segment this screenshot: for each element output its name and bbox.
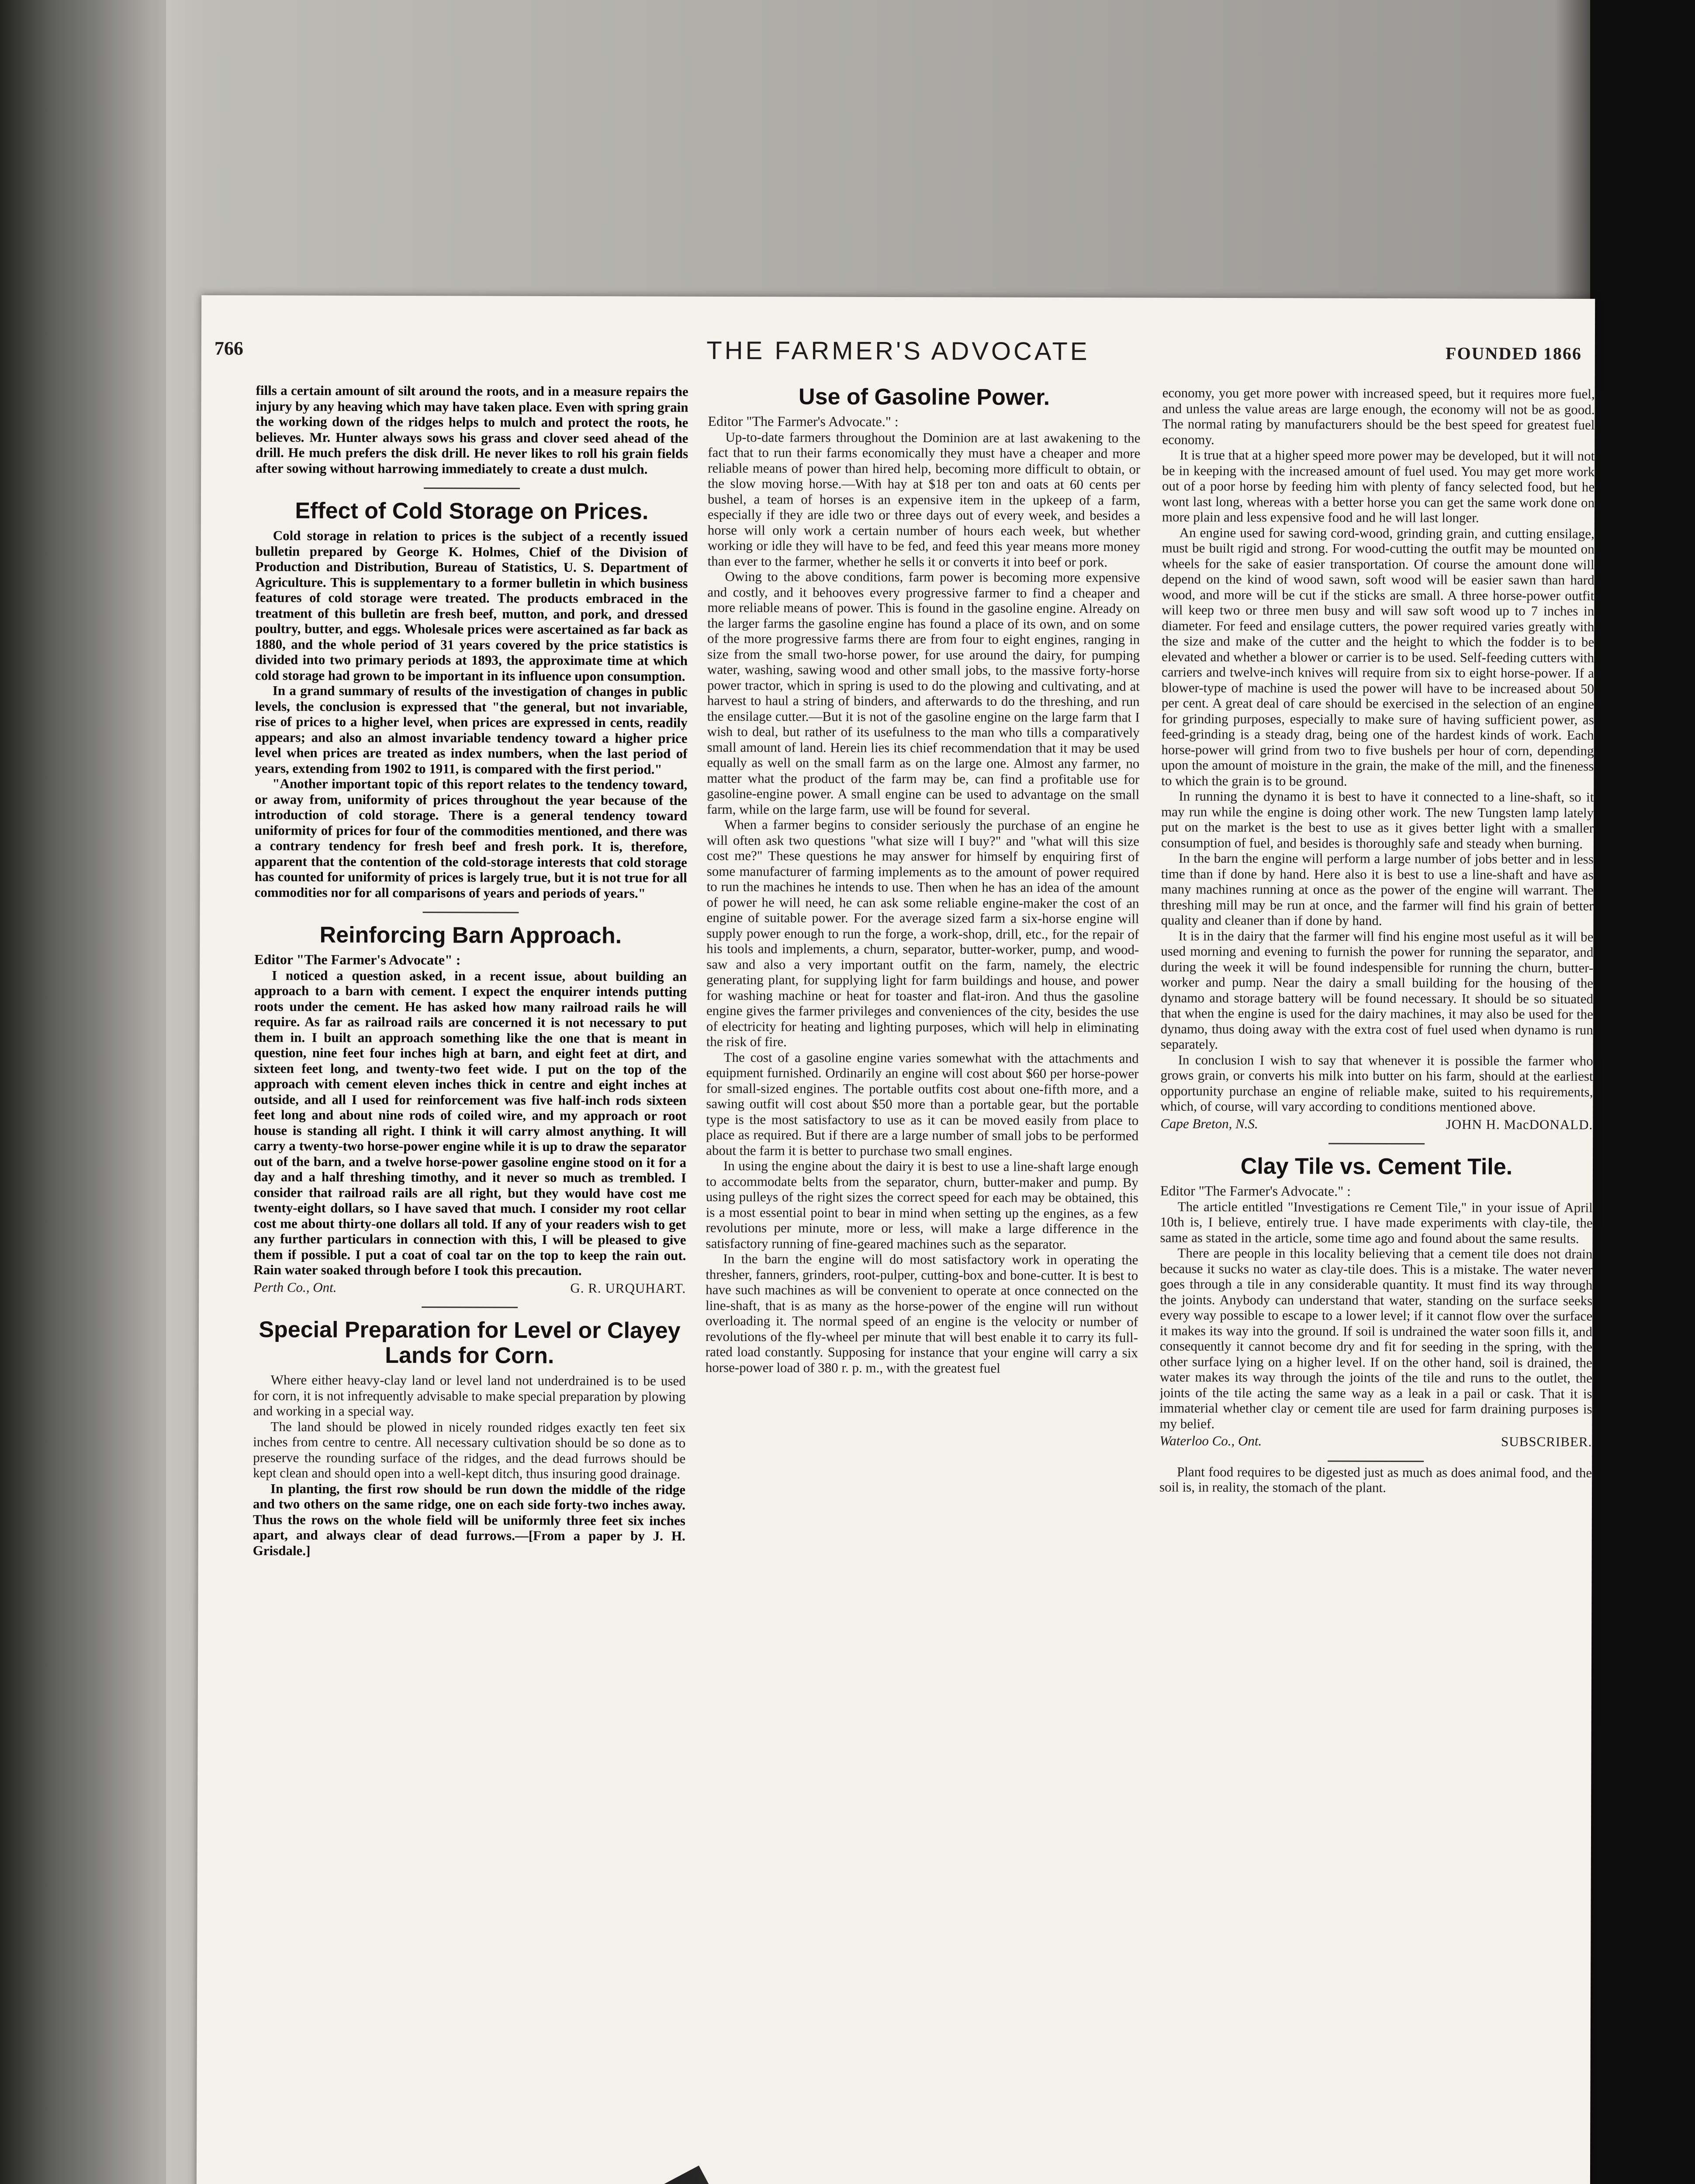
article-paragraph: Where either heavy-clay land or level land not underdrained is to be used for corn, it is not infrequently advisable to make special preparation by plowing and working in a special way.	[253, 1372, 686, 1419]
divider	[424, 487, 520, 489]
signature-line	[1160, 1116, 1593, 1132]
article-paragraph: Up-to-date farmers throughout the Dominion are at last awakening to the fact that to run their farms economically they must have a cheaper and more reliable means of power than hired help, becoming more difficult to obtain, or the slow moving horse.—With hay at $18 per ton and oats at 60 cents per bushel, a team of horses is an expensive item in the upkeep of a farm, especially if they are idle two or three days out of every week, and besides a horse will only work a certain number of hours each week, but whether working or idle they will have to be fed, and feed this year means more money than ever to the farmer, whether he sells it or converts it into beef or pork.	[707, 429, 1141, 570]
newspaper-title: THE FARMER'S ADVOCATE	[706, 336, 1090, 366]
scan-left-shadow	[0, 0, 166, 2184]
divider	[423, 912, 519, 913]
article-paragraph: It is true that at a higher speed more power may be developed, but it will not be in keeping with the increased amount of fuel used. You may get more work out of a poor horse by feeding him with plenty of fancy selected food, but he wont last long, whereas with a better horse you can get the same work done on more plain and less expensive food and he will last longer.	[1162, 447, 1595, 525]
newspaper-page	[196, 295, 1595, 2184]
article-heading-barn-approach: Reinforcing Barn Approach.	[319, 922, 622, 949]
editor-salutation: Editor "The Farmer's Advocate." :	[1160, 1182, 1351, 1199]
article-paragraph: In conclusion I wish to say that whenever it is possible the farmer who grows grain, or converts his milk into butter on his farm, should at the earliest opportunity purchase an engine of reliable make, suited to his requirements, which, of course, will vary according to conditions mentioned above.	[1160, 1052, 1593, 1115]
scan-right-edge	[1590, 0, 1695, 2184]
continued-paragraph: economy, you get more power with increased speed, but it requires more fuel, and unless the value areas are large enough, the economy will not be as good. The normal rating by manufacturers should be the best speed for greatest fuel economy.	[1162, 385, 1595, 447]
article-paragraph: There are people in this locality believing that a cement tile does not drain because it sucks no water as clay-tile does. This is a mistake. The water never goes through a tile in any considerable quantity. It must find its way through the joints. Anybody can understand that water, standing on the surface seeks every way possible to escape to a lower level; if it cannot flow over the surface it makes its way into the ground. If soil is undrained the water soon fills it, and consequently it cannot become dry and fit for seeding in the spring, with the other surface lying on a higher level. If on the other hand, soil is drained, the water makes its way through the joints of the tile and runs to the outlet, the joints of the tile acting the same way as a leak in a pail or cask. That it is immaterial whether clay or cement tile are used for farm draining purposes is my belief.	[1159, 1245, 1593, 1431]
article-paragraph: When a farmer begins to consider seriously the purchase of an engine he will often ask two questions "what size will I buy?" and "what will this size cost me?" These questions he may answer for himself by enquiring first of some manufacturer of farming implements as to the amount of power required to run the machines he intends to use. Then when he has an idea of the amount of power he will need, he can ask some reliable engine-maker the cost of an engine of suitable power. For the average sized farm a six-horse engine will supply power enough to run the forge, a work-shop, drill, etc., for the repair of his tools and implements, a churn, separator, butter-worker, pump, and wood-saw and also a very important outfit on the farm, namely, the electric generating plant, for supplying light for farm buildings and house, and power for washing machine or heat for toaster and flat-iron. And thus the gasoline engine gives the farmer privileges and conveniences of the city, besides the use of electricity for heating and lighting purposes, which will help in eliminating the risk of fire.	[706, 816, 1140, 1050]
divider	[422, 1306, 518, 1308]
column-3	[1157, 385, 1595, 2184]
article-paragraph: I noticed a question asked, in a recent issue, about building an approach to a barn with cement. I expect the enquirer intends putting roots under the cement. He has asked how many railroad rails he will require. As far as railroad rails are concerned it is not necessary to put them in. I built an approach something like the one that is meant in question, nine feet four inches high at barn, and eight feet at dirt, and sixteen feet long, and twenty-two feet wide. I put on the top of the approach with cement eleven inches thick in centre and eight inches at outside, and all I used for reinforcement was five half-inch rods sixteen feet long and about nine rods of coiled wire, and my approach or root house is standing all right. I think it will carry almost anything. It will carry a twenty-two horse-power engine while it is up to draw the separator out of the barn, and a twelve horse-power gasoline engine stood on it for a day and a half threshing timothy, and it never so much as trembled. I consider that railroad rails are all right, but they would have cost me twenty-eight dollars, so I have saved that much. I consider my root cellar cost me about thirty-one dollars all told. If any of your readers wish to get any further particulars in connection with this, I will be pleased to give them if possible. I put a coat of coal tar on the top to keep the rain out. Rain water soaked through before I took this precaution.	[253, 967, 687, 1279]
article-paragraph: "Another important topic of this report relates to the tendency toward, or away from, uniformity of prices throughout the year because of the introduction of cold storage. There is a general tendency toward uniformity of prices for four of the commodities mentioned, and there was a contrary tendency for fresh beef and fresh pork. It is, therefore, apparent that the contention of the cold-storage interests that cold storage has counted for uniformity of prices is largely true, but it is not true for all commodities nor for all comparisons of years and periods of years."	[254, 776, 688, 901]
article-paragraph: In a grand summary of results of the investigation of changes in public levels, the conclusion is expressed that "the general, but not invariable, rise of prices to a higher level, when prices are expressed in cents, readily appears; and also an almost invariable tendency toward a higher price level when prices are treated as index numbers, when the last period of years, extending from 1902 to 1911, is compared with the first period."	[255, 683, 688, 777]
page-number: 766	[214, 337, 243, 359]
closing-paragraph: Plant food requires to be digested just as much as does animal food, and the soil is, in reality, the stomach of the plant.	[1159, 1464, 1592, 1495]
column-2	[703, 384, 1141, 2184]
article-heading-special-prep: Special Preparation for Level or Clayey Lands for Corn.	[259, 1317, 681, 1368]
continued-paragraph: fills a certain amount of silt around the roots, and in a measure repairs the injury by any heaving which may have taken place. Even with spring grain the working down of the ridges helps to mulch and protect the roots, he believes. Mr. Hunter always sows his grass and clover seed ahead of the drill. He much prefers the disk drill. He never likes to roll his grain fields after sowing without harrowing immediately to create a dust mulch.	[256, 383, 688, 477]
signature-place: Waterloo Co., Ont.	[1159, 1433, 1262, 1449]
article-paragraph: Cold storage in relation to prices is the subject of a recently issued bulletin prepared by George K. Holmes, Chief of the Division of Production and Distribution, Bureau of Statistics, U. S. Department of Agriculture. This is supplementary to a former bulletin in which business features of cold storage were treated. The products embraced in the treatment of this bulletin are fresh beef, mutton, and pork, and dressed poultry, butter, and eggs. Wholesale prices were ascertained as far back as 1880, and the whole period of 31 years covered by the price statistics is divided into two primary periods at 1893, the approximate time at which cold storage had grown to be important in its influence upon consumption.	[255, 528, 688, 684]
column-1	[251, 383, 688, 2184]
signature-line	[1159, 1433, 1592, 1450]
signature-place: Cape Breton, N.S.	[1160, 1116, 1258, 1131]
signature-author: SUBSCRIBER.	[1501, 1434, 1592, 1450]
signature-author: JOHN H. MacDONALD.	[1446, 1116, 1593, 1132]
article-paragraph: In the barn the engine will perform a large number of jobs better and in less time than if done by hand. Here also it is best to use a line-shaft and have as many machines running at once as the power of the engine will warrant. The threshing mill may be run at once, and the farmer will find his grain of better quality and cleaner than if done by hand.	[1161, 850, 1594, 928]
article-heading-cold-storage: Effect of Cold Storage on Prices.	[295, 498, 649, 525]
article-paragraph: In running the dynamo it is best to have it connected to a line-shaft, so it may run while the engine is doing other work. The new Tungsten lamp lately put on the market is the best to use as it gives better light with a smaller consumption of fuel, and besides is thoroughly safe and steady when burning.	[1161, 788, 1594, 851]
article-paragraph: In planting, the first row should be run down the middle of the ridge and two others on the same ridge, one on each side forty-two inches away. Thus the rows on the whole field will be uniformly three feet six inches apart, and always clear of dead furrows.—[From a paper by J. H. Grisdale.]	[253, 1480, 686, 1558]
article-paragraph: It is in the dairy that the farmer will find his engine most useful as it will be used morning and evening to furnish the power for running the separator, and during the week it will be found indespensible for running the churn, butter-worker and pump. Near the dairy a small building for the housing of the dynamo and storage battery will be found necessary. It should be so situated that when the engine is used for the dairy machines, it may also be used for the dynamo, thus doing away with the extra cost of fuel used when dynamo is run separately.	[1160, 928, 1594, 1052]
divider	[1328, 1143, 1425, 1145]
article-paragraph: The cost of a gasoline engine varies somewhat with the attachments and equipment furnished. Ordinarily an engine will cost about $60 per horse-power for small-sized engines. The portable outfits cost about one-fifth more, and a sawing outfit will cost about $50 more than a portable gear, but the portable type is the most satisfactory to use as it can be moved easily from place to place as required. But if there are a large number of small jobs to be performed about the farm it is better to purchase two small engines.	[706, 1049, 1139, 1159]
page-header	[214, 337, 1582, 371]
article-heading-clay-tile: Clay Tile vs. Cement Tile.	[1240, 1154, 1513, 1180]
signature-place: Perth Co., Ont.	[253, 1279, 337, 1295]
article-paragraph: Owing to the above conditions, farm power is becoming more expensive and costly, and it behooves every progressive farmer to find a cheaper and more reliable means of power. This is found in the gasoline engine. Already on the larger farms the gasoline engine has found a place of its own, and on some of the more progressive farms there are from four to eight engines, ranging in size from the small two-horse power, for use around the dairy, for pumping water, washing, sawing wood and other small jobs, to the massive forty-horse power tractor, which in spring is used to do the plowing and cultivating, and at harvest to haul a string of binders, and afterwards to do the threshing, and run the ensilage cutter.—But it is not of the gasoline engine on the large farm that I wish to deal, but rather of its usefulness to the man who tills a comparatively small amount of land. Herein lies its chief recommendation that it may be used equally as well on the small farm as on the large one. Almost any farmer, no matter what the product of the farm may be, can find a profitable use for gasoline-engine power. A small engine can be used to advantage on the small farm, while on the large farm, use will be found for several.	[707, 568, 1140, 818]
editor-salutation: Editor "The Farmer's Advocate." :	[708, 413, 899, 430]
article-paragraph: The article entitled "Investigations re Cement Tile," in your issue of April 10th is, I believe, entirely true. I have made experiments with clay-tile, the same as stated in the article, some time ago and found about the same results.	[1160, 1199, 1593, 1246]
founded-label: FOUNDED 1866	[1446, 343, 1582, 364]
article-paragraph: In using the engine about the dairy it is best to use a line-shaft large enough to accommodate belts from the separator, churn, butter-maker and pump. By using pulleys of the right sizes the correct speed for each may be obtained, this is a most essential point to bear in mind when setting up the engines, as a few revolutions per minute, more or less, will make a large difference in the satisfactory running of fine-geared machines such as the separator.	[706, 1158, 1139, 1252]
article-paragraph: In the barn the engine will do most satisfactory work in operating the thresher, fanners, grinders, root-pulper, cutting-box and bone-cutter. It is best to have such machines as will be convenient to operate at once connected on the line-shaft, that is as many as the horse-power of the engine will run without overloading it. The normal speed of an engine is the velocity or number of revolutions of the fly-wheel per minute that will best enable it to carry its full-rated load constantly. Supposing for instance that your engine will carry a six horse-power load of 380 r. p. m., with the greatest fuel	[705, 1251, 1138, 1376]
editor-salutation: Editor "The Farmer's Advocate" :	[254, 951, 461, 968]
signature-line	[253, 1279, 686, 1296]
divider	[1328, 1460, 1424, 1462]
article-paragraph: An engine used for sawing cord-wood, grinding grain, and cutting ensilage, must be built rigid and strong. For wood-cutting the outfit may be mounted on wheels for the sake of easier transportation. Of course the amount done will depend on the kind of wood sawn, soft wood will be easier sawn than hard wood, and more will be cut if the sticks are small. A three horse-power outfit will keep two or three men busy and will saw soft wood up to 7 inches in diameter. For feed and ensilage cutters, the power required varies greatly with the size and make of the cutter and the height to which the fodder is to be elevated and whether a blower or carrier is to be used. Self-feeding cutters with carriers and twelve-inch knives will require from six to eight horse-power. If a blower-type of machine is used the power will have to be increased about 50 per cent. A great deal of care should be exercised in the selection of an engine for grinding purposes, especially to make sure of having sufficient power, as feed-grinding is a steady drag, being one of the hardest kinds of work. Each horse-power will grind from two to five bushels per hour of corn, depending upon the amount of moisture in the grain, the make of the mill, and the fineness to which the grain is to be ground.	[1161, 525, 1595, 789]
article-paragraph: The land should be plowed in nicely rounded ridges exactly ten feet six inches from centre to centre. All necessary cultivation should be so done as to preserve the rounding surface of the ridges, and the dead furrows should be kept clean and should open into a well-kept ditch, thus insuring good drainage.	[253, 1418, 686, 1482]
signature-author: G. R. URQUHART.	[570, 1280, 686, 1296]
article-heading-gasoline: Use of Gasoline Power.	[798, 384, 1050, 410]
